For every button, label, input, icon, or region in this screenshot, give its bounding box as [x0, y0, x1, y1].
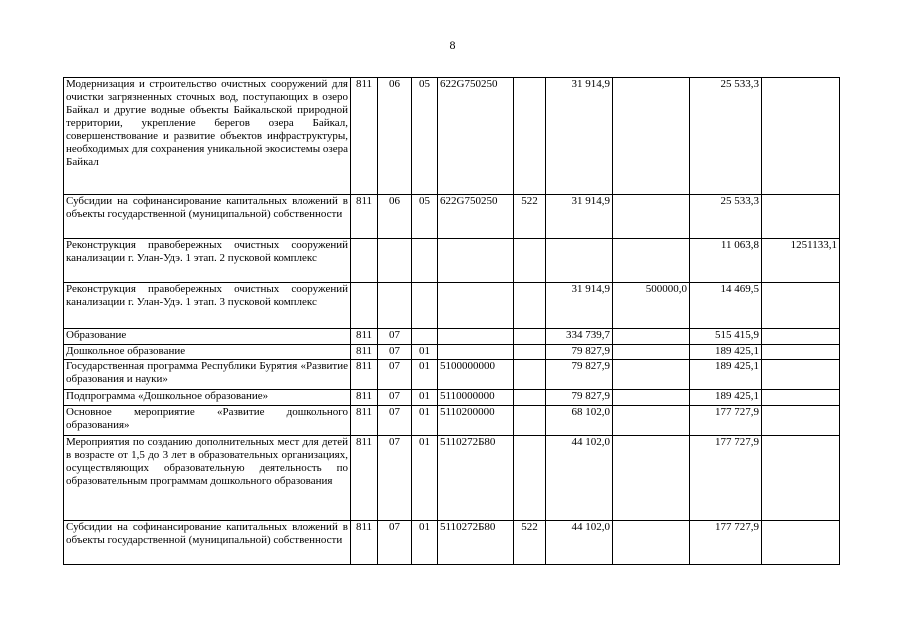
cell-pr: 01 [412, 406, 438, 436]
cell-rz [378, 239, 412, 283]
cell-vr [514, 406, 546, 436]
cell-pr: 01 [412, 436, 438, 521]
cell-ved: 811 [351, 390, 378, 406]
row-name: Мероприятия по созданию дополнительных мест для детей в возрасте от 1,5 до 3 лет в образовательных организациях, осуществляющих образовательную деятельность по образовательным программам дошкольного образования [64, 436, 351, 521]
cell-vr: 522 [514, 195, 546, 239]
cell-csr [438, 283, 514, 329]
cell-sum-2 [613, 436, 690, 521]
cell-sum-3: 177 727,9 [690, 521, 762, 565]
cell-sum-3: 189 425,1 [690, 390, 762, 406]
cell-csr [438, 329, 514, 345]
cell-ved: 811 [351, 329, 378, 345]
cell-vr: 522 [514, 521, 546, 565]
cell-sum-1: 79 827,9 [546, 345, 613, 360]
table-row [64, 360, 840, 390]
cell-csr: 5110272Б80 [438, 521, 514, 565]
cell-ved: 811 [351, 436, 378, 521]
cell-sum-3: 189 425,1 [690, 345, 762, 360]
cell-pr [412, 329, 438, 345]
cell-csr: 5110000000 [438, 390, 514, 406]
row-name: Реконструкция правобережных очистных сооружений канализации г. Улан-Удэ. 1 этап. 3 пусковой комплекс [64, 283, 351, 329]
cell-sum-4 [762, 283, 840, 329]
cell-rz: 07 [378, 360, 412, 390]
cell-sum-1: 79 827,9 [546, 390, 613, 406]
table-row [64, 283, 840, 329]
cell-csr: 622G750250 [438, 78, 514, 195]
row-name: Субсидии на софинансирование капитальных вложений в объекты государственной (муниципальной) собственности [64, 195, 351, 239]
cell-sum-3: 14 469,5 [690, 283, 762, 329]
table-row [64, 78, 840, 195]
table-row [64, 406, 840, 436]
cell-sum-1: 31 914,9 [546, 78, 613, 195]
table-row [64, 345, 840, 360]
cell-ved: 811 [351, 345, 378, 360]
cell-sum-4: 1251133,1 [762, 239, 840, 283]
cell-vr [514, 360, 546, 390]
cell-sum-2 [613, 78, 690, 195]
cell-sum-2 [613, 195, 690, 239]
cell-sum-1 [546, 239, 613, 283]
cell-sum-2: 500000,0 [613, 283, 690, 329]
cell-vr [514, 239, 546, 283]
table-body [64, 78, 840, 565]
cell-ved [351, 283, 378, 329]
cell-sum-3: 515 415,9 [690, 329, 762, 345]
cell-rz: 06 [378, 195, 412, 239]
cell-sum-3: 189 425,1 [690, 360, 762, 390]
cell-sum-1: 334 739,7 [546, 329, 613, 345]
table-row [64, 239, 840, 283]
cell-csr: 5100000000 [438, 360, 514, 390]
cell-vr [514, 436, 546, 521]
row-name: Государственная программа Республики Бурятия «Развитие образования и науки» [64, 360, 351, 390]
cell-ved [351, 239, 378, 283]
table-row [64, 390, 840, 406]
cell-sum-3: 177 727,9 [690, 436, 762, 521]
cell-sum-1: 44 102,0 [546, 436, 613, 521]
cell-csr [438, 239, 514, 283]
cell-csr: 622G750250 [438, 195, 514, 239]
cell-vr [514, 283, 546, 329]
cell-rz: 07 [378, 436, 412, 521]
cell-sum-4 [762, 406, 840, 436]
cell-sum-2 [613, 345, 690, 360]
cell-rz: 07 [378, 406, 412, 436]
cell-vr [514, 329, 546, 345]
cell-sum-1: 31 914,9 [546, 283, 613, 329]
cell-sum-4 [762, 390, 840, 406]
row-name: Реконструкция правобережных очистных сооружений канализации г. Улан-Удэ. 1 этап. 2 пусковой комплекс [64, 239, 351, 283]
cell-pr: 05 [412, 195, 438, 239]
cell-sum-4 [762, 345, 840, 360]
cell-sum-2 [613, 521, 690, 565]
cell-rz: 07 [378, 521, 412, 565]
cell-ved: 811 [351, 521, 378, 565]
page-number: 8 [449, 38, 456, 52]
cell-sum-4 [762, 521, 840, 565]
cell-sum-1: 31 914,9 [546, 195, 613, 239]
row-name: Субсидии на софинансирование капитальных вложений в объекты государственной (муниципальной) собственности [64, 521, 351, 565]
cell-sum-4 [762, 195, 840, 239]
cell-sum-3: 25 533,3 [690, 78, 762, 195]
cell-sum-3: 11 063,8 [690, 239, 762, 283]
cell-sum-1: 68 102,0 [546, 406, 613, 436]
cell-pr: 01 [412, 345, 438, 360]
cell-csr: 5110200000 [438, 406, 514, 436]
row-name: Модернизация и строительство очистных сооружений для очистки загрязненных сточных вод, поступающих в озеро Байкал и другие водные объекты Байкальской природной территории, укрепление берегов озера Байкал, совершенствование и развитие объектов инфраструктуры, необходимых для сохранения уникальной экосистемы озера Байкал [64, 78, 351, 195]
cell-sum-4 [762, 78, 840, 195]
table-row [64, 195, 840, 239]
cell-pr: 01 [412, 390, 438, 406]
cell-sum-1: 44 102,0 [546, 521, 613, 565]
cell-csr [438, 345, 514, 360]
cell-sum-4 [762, 329, 840, 345]
cell-sum-4 [762, 360, 840, 390]
cell-pr [412, 239, 438, 283]
cell-csr: 5110272Б80 [438, 436, 514, 521]
cell-vr [514, 390, 546, 406]
cell-sum-2 [613, 360, 690, 390]
row-name: Основное мероприятие «Развитие дошкольного образования» [64, 406, 351, 436]
cell-pr [412, 283, 438, 329]
table-row [64, 521, 840, 565]
cell-rz: 07 [378, 345, 412, 360]
cell-ved: 811 [351, 78, 378, 195]
cell-pr: 05 [412, 78, 438, 195]
table-row [64, 329, 840, 345]
cell-rz [378, 283, 412, 329]
cell-pr: 01 [412, 360, 438, 390]
budget-table [63, 77, 840, 565]
table-row [64, 436, 840, 521]
cell-sum-2 [613, 239, 690, 283]
cell-vr [514, 345, 546, 360]
cell-sum-3: 177 727,9 [690, 406, 762, 436]
cell-sum-4 [762, 436, 840, 521]
cell-sum-2 [613, 329, 690, 345]
row-name: Дошкольное образование [64, 345, 351, 360]
cell-vr [514, 78, 546, 195]
cell-rz: 07 [378, 329, 412, 345]
cell-sum-2 [613, 390, 690, 406]
cell-sum-1: 79 827,9 [546, 360, 613, 390]
row-name: Подпрограмма «Дошкольное образование» [64, 390, 351, 406]
row-name: Образование [64, 329, 351, 345]
cell-rz: 07 [378, 390, 412, 406]
cell-ved: 811 [351, 195, 378, 239]
cell-ved: 811 [351, 360, 378, 390]
cell-ved: 811 [351, 406, 378, 436]
cell-sum-2 [613, 406, 690, 436]
cell-sum-3: 25 533,3 [690, 195, 762, 239]
cell-pr: 01 [412, 521, 438, 565]
cell-rz: 06 [378, 78, 412, 195]
